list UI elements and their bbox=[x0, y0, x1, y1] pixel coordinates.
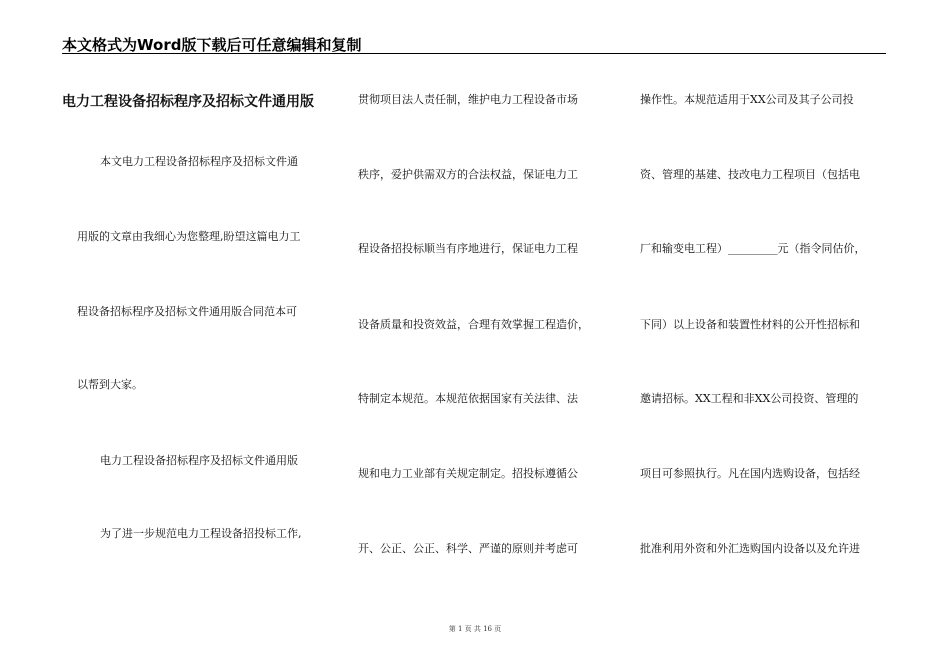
col1-line-5: 电力工程设备招标程序及招标文件通用版 bbox=[100, 454, 298, 467]
col1-line-3: 程设备招标程序及招标文件通用版合同范本可 bbox=[77, 305, 297, 318]
page-number-footer: 第 1 页 共 16 页 bbox=[448, 625, 502, 633]
col2-line-1: 贯彻项目法人责任制，维护电力工程设备市场 bbox=[358, 93, 578, 106]
col3-line-3: 厂和输变电工程）_________元（指令同估价， bbox=[640, 242, 866, 255]
document-header-banner: 本文格式为Word版下载后可任意编辑和复制 bbox=[62, 36, 362, 54]
col2-line-2: 秩序，爱护供需双方的合法权益，保证电力工 bbox=[358, 168, 578, 181]
col1-line-4: 以帮到大家。 bbox=[77, 378, 143, 391]
col3-line-5: 邀请招标。XX工程和非XX公司投资、管理的 bbox=[640, 392, 859, 405]
col2-line-7: 开、公正、公正、科学、严谨的原则并考虑可 bbox=[358, 542, 578, 555]
col3-line-7: 批准利用外资和外汇选购国内设备以及允许进 bbox=[640, 542, 860, 555]
col2-line-6: 规和电力工业部有关规定制定。招投标遵循公 bbox=[358, 467, 578, 480]
col2-line-5: 特制定本规范。本规范依据国家有关法律、法 bbox=[358, 392, 578, 405]
document-title: 电力工程设备招标程序及招标文件通用版 bbox=[62, 94, 314, 110]
col2-line-3: 程设备招投标顺当有序地进行，保证电力工程 bbox=[358, 242, 578, 255]
col3-line-1: 操作性。本规范适用于XX公司及其子公司投 bbox=[640, 93, 854, 106]
col3-line-2: 资、管理的基建、技改电力工程项目（包括电 bbox=[640, 168, 860, 181]
col2-line-4: 设备质量和投资效益，合理有效掌握工程造价， bbox=[358, 318, 589, 331]
header-divider bbox=[62, 53, 886, 54]
col3-line-6: 项目可参照执行。凡在国内选购设备，包括经 bbox=[640, 467, 860, 480]
col1-line-2: 用版的文章由我细心为您整理,盼望这篇电力工 bbox=[77, 230, 301, 243]
col1-line-6: 为了进一步规范电力工程设备招投标工作, bbox=[100, 527, 302, 540]
col1-line-1: 本文电力工程设备招标程序及招标文件通 bbox=[100, 155, 298, 168]
col3-line-4: 下同）以上设备和装置性材料的公开性招标和 bbox=[640, 318, 860, 331]
